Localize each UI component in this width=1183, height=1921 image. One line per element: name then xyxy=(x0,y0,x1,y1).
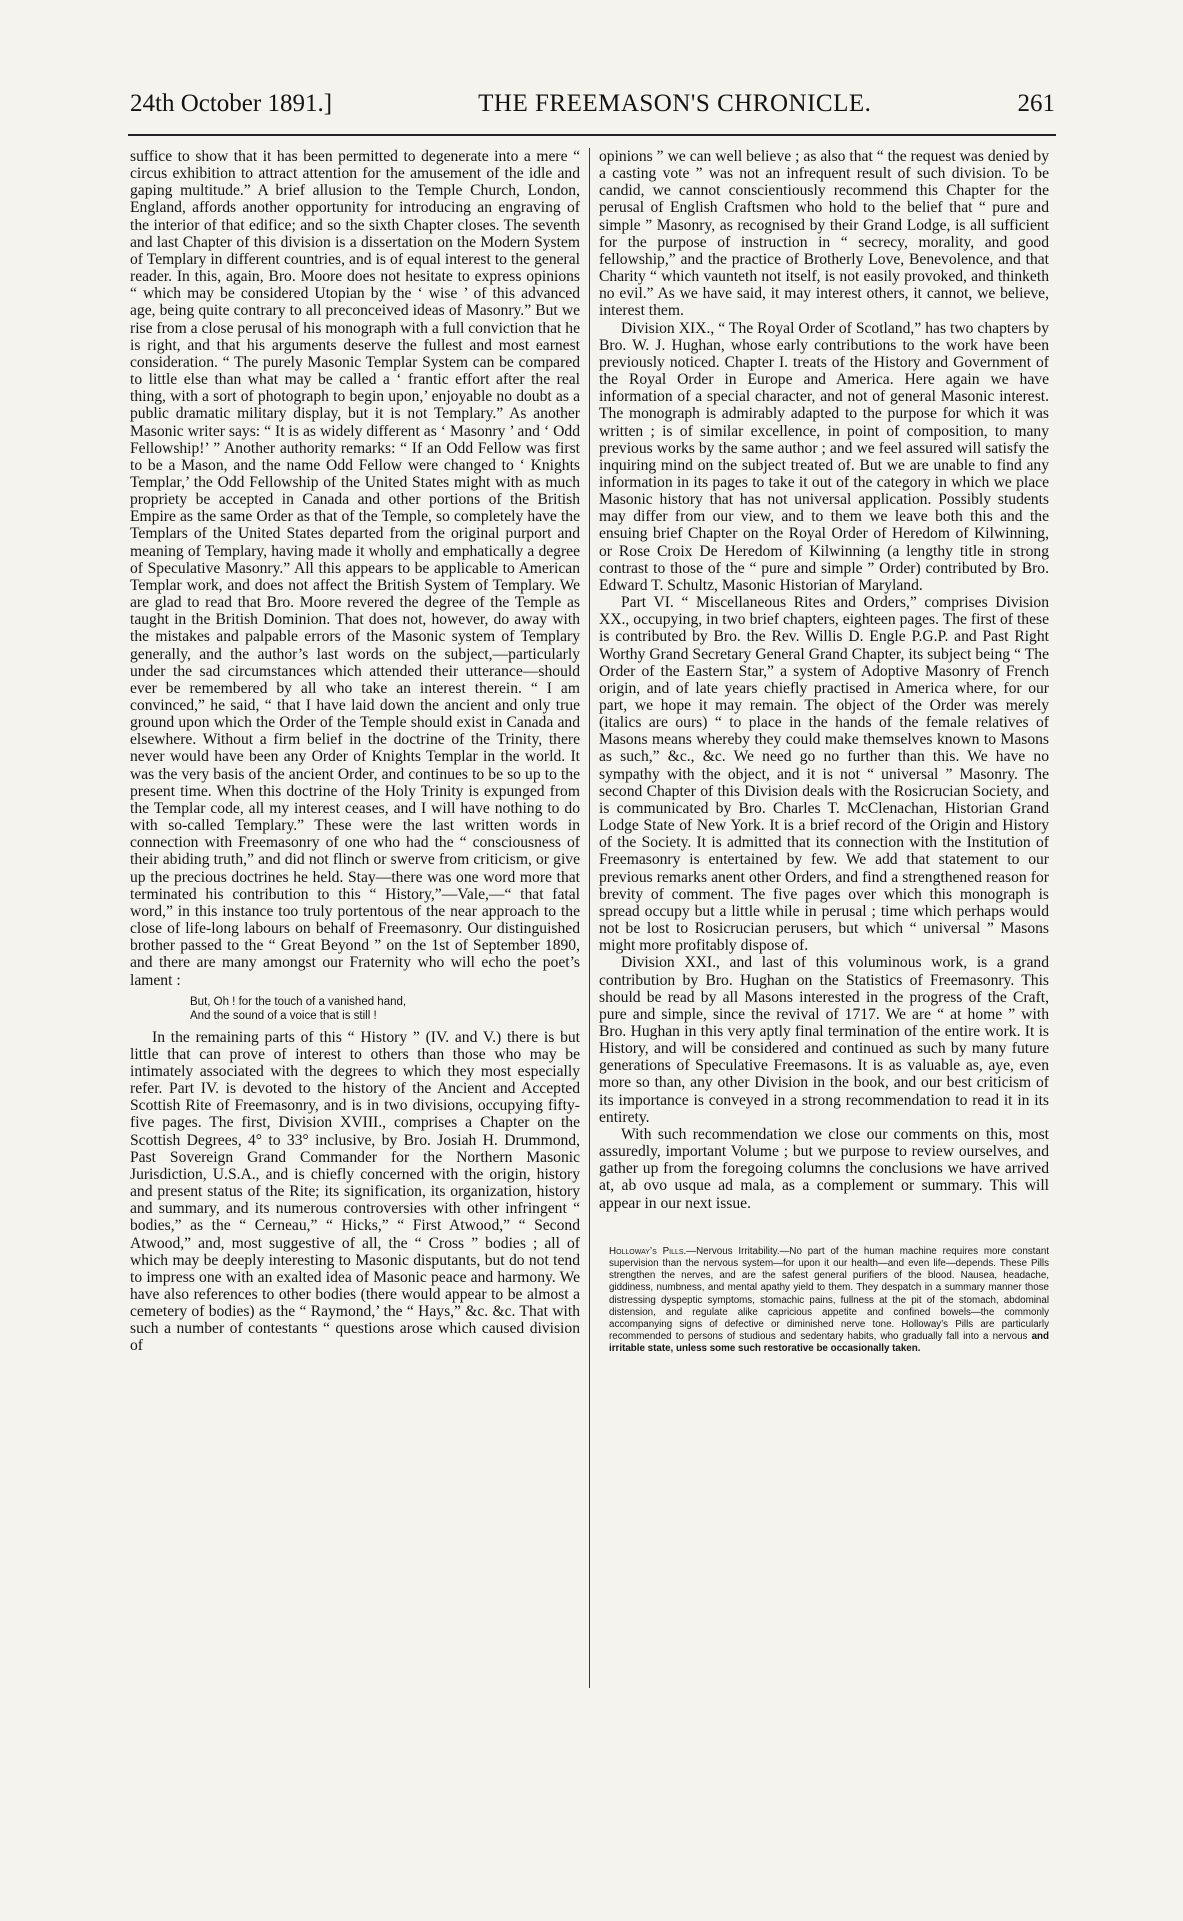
poem-quote xyxy=(190,995,580,1023)
left-column xyxy=(130,148,580,1355)
advertisement-body: —Nervous Irritability.—No part of the human machine requires more constant supervision than the nervous system—for upon it our health—and even life—depends. These Pills strengthen the nerves, and are the safest general purifiers of the blood. Nausea, headache, giddiness, numbness, and mental apathy yield to them. They despatch in a summary manner those distressing dyspeptic symptoms, stomachic pains, fullness at the pit of the stomach, abdominal distension, and regulate alike capricious appetite and confined bowels—the commonly accompanying signs of defective or diminished nerve tone. Holloway’s Pills are particularly recommended to persons of studious and sedentary habits, who gradually fall into a nervous xyxy=(609,1245,1050,1343)
page-number: 261 xyxy=(1017,90,1055,117)
right-paragraph-3: Part VI. “ Miscellaneous Rites and Orders,” comprises Division XX., occupying, in two brief chapters, eighteen pages. The first of these is contributed by Bro. the Rev. Willis D. Engle P.G.P. and Past Right Worthy Grand Secretary General Grand Chapter, its subject being “ The Order of the Eastern Star,” a system of Adoptive Masonry of French origin, and of late years chiefly practised in America where, for our part, we hope it may remain. The object of the Order was merely (italics are ours) “ to place in the hands of the female relatives of Masons means whereby they could make themselves known to Masons as such,” &c., &c. We need go no further than this. We have no sympathy with the object, and it is not “ universal ” Masonry. The second Chapter of this Division deals with the Rosicrucian Society, and is communicated by Bro. Charles T. McClenachan, Historian Grand Lodge State of New York. It is a brief record of the Origin and History of the Society. It is admitted that its connection with the Institution of Freemasonry is entertained by few. We add that statement to our previous remarks anent other Orders, and find a strengthened reason for brevity of comment. The five pages over which this monograph is spread occupy but a little while in perusal ; time which perhaps would not be lost to Rosicrucian perusers, but which “ universal ” Masons might more profitably dispose of. xyxy=(599,594,1049,955)
advertisement-title: Holloway’s Pills. xyxy=(609,1245,687,1257)
header-rule xyxy=(128,134,1056,136)
issue-date: 24th October 1891.] xyxy=(130,90,333,117)
holloway-advertisement xyxy=(599,1246,1049,1356)
left-paragraph-1: suffice to show that it has been permitted to degenerate into a mere “ circus exhibition to attract attention for the amusement of the idle and gaping multitude.” A brief allusion to the Temple Church, London, England, affords another opportunity for introducing an engraving of the interior of that edifice; and so the sixth Chapter closes. The seventh and last Chapter of this division is a dissertation on the Modern System of Templary in different countries, and is of equal interest to the general reader. In this, again, Bro. Moore does not hesitate to express opinions “ which may be considered Utopian by the ‘ wise ’ of this advanced age, being quite contrary to all preconceived ideas of Masonry.” But we rise from a close perusal of his monograph with a full conviction that he is right, and that his arguments deserve the fullest and most earnest consideration. “ The purely Masonic Templar System can be compared to little else than what may be called a ‘ frantic effort after the real thing, with a sort of photograph to begin upon,’ enjoyable no doubt as a public dramatic military display, but it is not Templary.” As another Masonic writer says: “ It is as widely different as ‘ Masonry ’ and ‘ Odd Fellowship!’ ” Another authority remarks: “ If an Odd Fellow was first to be a Mason, and the name Odd Fellow were changed to ‘ Knights Templar,’ the Odd Fellowship of the United States might with as much propriety be accepted in Canada and other portions of the British Empire as the same Order as that of the Temple, so completely have the Templars of the United States departed from the original purport and meaning of Templary, having made it wholly and emphatically a degree of Speculative Masonry.” All this appears to be applicable to American Templar work, and does not affect the British System of Templary. We are glad to read that Bro. Moore revered the degree of the Temple as taught in the British Dominion. That does not, however, do away with the mistakes and palpable errors of the Masonic system of Templary generally, and the author’s last words on the subject,—particularly under the sad circumstances which attended their utterance—should ever be remembered by all who take an interest therein. “ I am convinced,” he said, “ that I have laid down the ancient and only true ground upon which the Order of the Temple should exist in Canada and elsewhere. Without a firm belief in the doctrine of the Trinity, there never would have been any Order of Knights Templar in the world. It was the very basis of the ancient Order, and continues to be so up to the present time. When this doctrine of the Holy Trinity is expunged from the Templar code, all my interest ceases, and I will have nothing to do with so-called Templary.” These were the last written words in connection with Freemasonry of one who had the “ consciousness of their abiding truth,” and did not flinch or swerve from criticism, or give up the precious doctrines he held. Stay—there was one word more that terminated his contribution to this “ History,”—Vale,—“ that fatal word,” in this instance too truly portentous of the near approach to the close of life-long labours on behalf of Freemasonry. Our distinguished brother passed to the “ Great Beyond ” on the 1st of September 1890, and there are many amongst our Fraternity who will echo the poet’s lament : xyxy=(130,148,580,989)
column-divider xyxy=(589,148,590,1688)
poem-line-1: But, Oh ! for the touch of a vanished hand, xyxy=(190,995,407,1008)
masthead xyxy=(130,90,1055,130)
advertisement-last-line: and irritable state, unless some such restorative be occasionally taken. xyxy=(609,1331,1049,1355)
right-paragraph-5: With such recommendation we close our comments on this, most assuredly, important Volume ; but we purpose to review ourselves, and gather up from the foregoing columns the conclusions we have arrived at, ab ovo usque ad mala, as a complement or summary. This will appear in our next issue. xyxy=(599,1125,1049,1212)
right-paragraph-2: Division XIX., “ The Royal Order of Scotland,” has two chapters by Bro. W. J. Hughan, whose early contributions to the work have been previously noticed. Chapter I. treats of the History and Government of the Royal Order in Europe and America. Here again we have information of a special character, and not of general Masonic interest. The monograph is admirably adapted to the purpose for which it was written ; is of similar excellence, in point of composition, to many previous works by the same author ; and we feel assured will satisfy the inquiring mind on the subject treated of. But we are unable to find any information in its pages to take it out of the category in which we place Masonic history that has not universal application. Possibly students may differ from our view, and to them we leave both this and the ensuing brief Chapter on the Royal Order of Heredom of Kilwinning, or Rose Croix De Heredom of Kilwinning (a lengthy title in strong contrast to those of the “ pure and simple ” Order) contributed by Bro. Edward T. Schultz, Masonic Historian of Maryland. xyxy=(599,319,1049,594)
left-paragraph-2: In the remaining parts of this “ History ” (IV. and V.) there is but little that can prove of interest to others than those who may be intimately associated with the degrees to which they most especially refer. Part IV. is devoted to the history of the Ancient and Accepted Scottish Rite of Freemasonry, and is in two divisions, occupying fifty-five pages. The first, Division XVIII., comprises a Chapter on the Scottish Degrees, 4° to 33° inclusive, by Bro. Josiah H. Drummond, Past Sovereign Grand Commander for the Northern Masonic Jurisdiction, U.S.A., and is chiefly concerned with the origin, history and present status of the Rite; its signification, its organization, history and summary, and its numerous controversies with other infringent “ bodies,” as the “ Cerneau,” “ Hicks,” “ First Atwood,” “ Second Atwood,” and, most suggestive of all, the “ Cross ” bodies ; all of which may be deeply interesting to Masonic disputants, but do not tend to impress one with an exalted idea of Masonic peace and harmony. We have also references to other bodies (there would appear to be almost a cemetery of bodies) as the “ Raymond,’ the “ Hays,” &c. &c. That with such a number of contestants “ questions arose which caused division of xyxy=(130,1028,580,1355)
right-paragraph-1: opinions ” we can well believe ; as also that “ the request was denied by a casting vote ” was not an infrequent result of such division. To be candid, we cannot conscientiously recommend this Chapter for the perusal of English Craftsmen who hold to the belief that “ pure and simple ” Masonry, as recognised by their Grand Lodge, is all sufficient for the purpose of instruction in “ secrecy, morality, and good fellowship,” and the practice of Brotherly Love, Benevolence, and that Charity “ which vaunteth not itself, is not easily provoked, and thinketh no evil.” As we have said, it may interest others, it cannot, we believe, interest them. xyxy=(599,148,1049,320)
right-paragraph-4: Division XXI., and last of this voluminous work, is a grand contribution by Bro. Hughan on the Statistics of Freemasonry. This should be read by all Masons interested in the progress of the Craft, pure and simple, since the revival of 1717. We are “ at home ” with Bro. Hughan in this very aptly final termination of the entire work. It is History, and will be considered and continued as such by many future generations of Speculative Freemasons. It is as valuable as, aye, even more so than, any other Division in the book, and our best criticism of its importance is conveyed in a strong recommendation to read it in its entirety. xyxy=(599,954,1049,1126)
publication-title: THE FREEMASON'S CHRONICLE. xyxy=(478,90,872,117)
right-column xyxy=(599,148,1049,1356)
poem-line-2: And the sound of a voice that is still ! xyxy=(190,1009,377,1022)
